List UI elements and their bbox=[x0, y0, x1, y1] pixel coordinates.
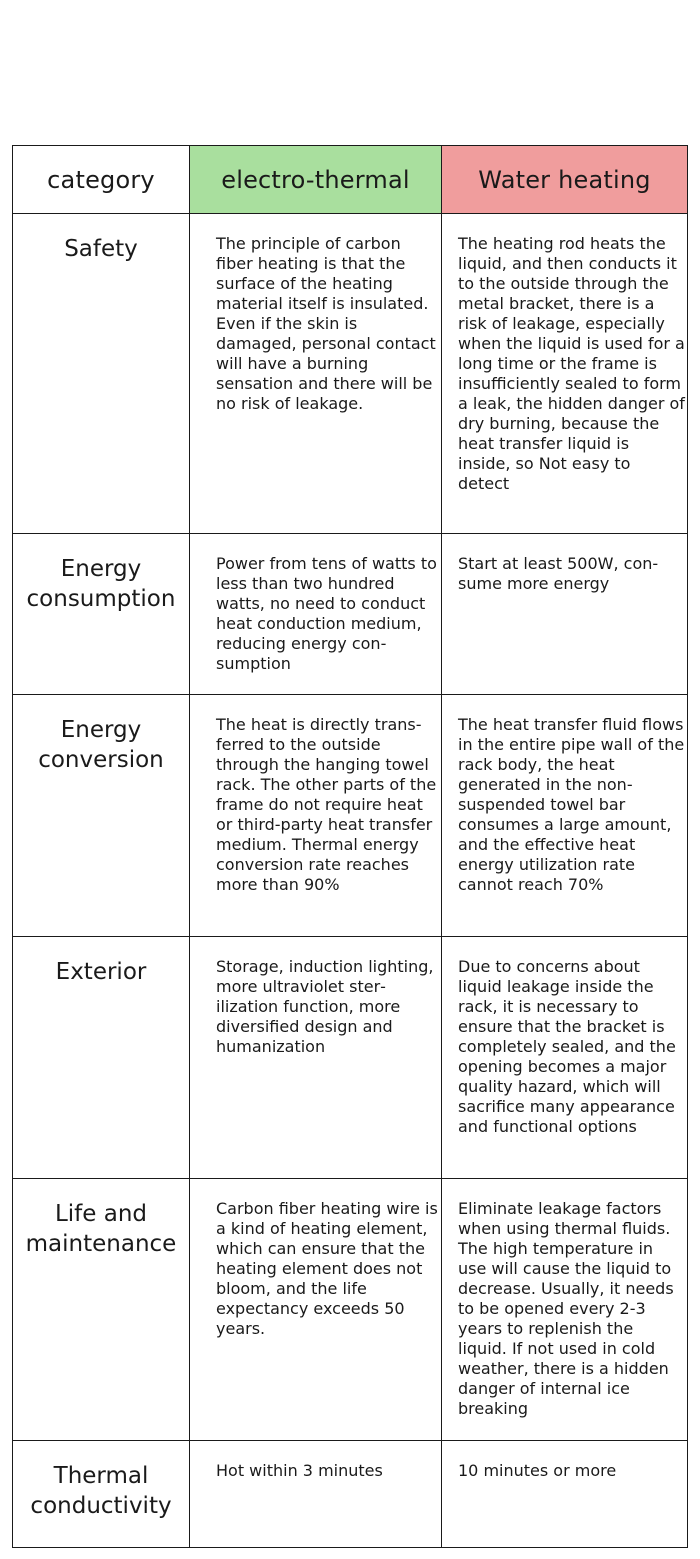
row-electro-exterior: Storage, induction lighting, more ultraviolet sterilization function, more diversified design and humanization bbox=[190, 937, 442, 1179]
table-row bbox=[13, 1179, 688, 1441]
row-electro-energy-consumption: Power from tens of watts to less than two hundred watts, no need to conduct heat conduction medium, reducing energy consumption bbox=[190, 534, 442, 695]
row-category-energy-conversion: Energy conversion bbox=[13, 695, 190, 937]
row-water-exterior: Due to concerns about liquid leakage inside the rack, it is necessary to ensure that the bracket is completely sealed, and the opening becomes a major quality hazard, which will sacrifice many appearance and functional options bbox=[442, 937, 688, 1179]
row-category-energy-consumption: Energy consumption bbox=[13, 534, 190, 695]
header-row bbox=[13, 146, 688, 214]
row-electro-safety: The principle of carbon fiber heating is that the surface of the heating material itself is insulated. Even if the skin is damaged, personal contact will have a burning sensation and there will be no risk of leakage. bbox=[190, 214, 442, 534]
row-water-energy-conversion: The heat transfer fluid flows in the entire pipe wall of the rack body, the heat generated in the non-suspended towel bar consumes a large amount, and the effective heat energy utilization rate cannot reach 70% bbox=[442, 695, 688, 937]
table-row bbox=[13, 937, 688, 1179]
row-category-thermal-conductivity: Thermal conductivity bbox=[13, 1441, 190, 1548]
table-row bbox=[13, 695, 688, 937]
row-water-life-maintenance: Eliminate leakage factors when using thermal fluids. The high temperature in use will cause the liquid to decrease. Usually, it needs to be opened every 2-3 years to replenish the liquid. If not used in cold weather, there is a hidden danger of internal ice breaking bbox=[442, 1179, 688, 1441]
table-row bbox=[13, 214, 688, 534]
table-row bbox=[13, 534, 688, 695]
row-electro-life-maintenance: Carbon fiber heating wire is a kind of heating element, which can ensure that the heating element does not bloom, and the life expectancy exceeds 50 years. bbox=[190, 1179, 442, 1441]
row-category-exterior: Exterior bbox=[13, 937, 190, 1179]
row-category-safety: Safety bbox=[13, 214, 190, 534]
row-water-energy-consumption: Start at least 500W, consume more energy bbox=[442, 534, 688, 695]
header-category: category bbox=[13, 146, 190, 214]
row-water-safety: The heating rod heats the liquid, and then conducts it to the outside through the metal bracket, there is a risk of leakage, especially when the liquid is used for a long time or the frame is insufficiently sealed to form a leak, the hidden danger of dry burning, because the heat transfer liquid is inside, so Not easy to detect bbox=[442, 214, 688, 534]
row-electro-thermal-conductivity: Hot within 3 minutes bbox=[190, 1441, 442, 1548]
header-electro-thermal: electro-thermal bbox=[190, 146, 442, 214]
row-category-life-maintenance: Life and maintenance bbox=[13, 1179, 190, 1441]
row-electro-energy-conversion: The heat is directly transferred to the outside through the hanging towel rack. The other parts of the frame do not require heat or third-party heat transfer medium. Thermal energy conversion rate reaches more than 90% bbox=[190, 695, 442, 937]
header-water-heating: Water heating bbox=[442, 146, 688, 214]
row-water-thermal-conductivity: 10 minutes or more bbox=[442, 1441, 688, 1548]
table-row bbox=[13, 1441, 688, 1548]
comparison-table bbox=[12, 145, 688, 1548]
